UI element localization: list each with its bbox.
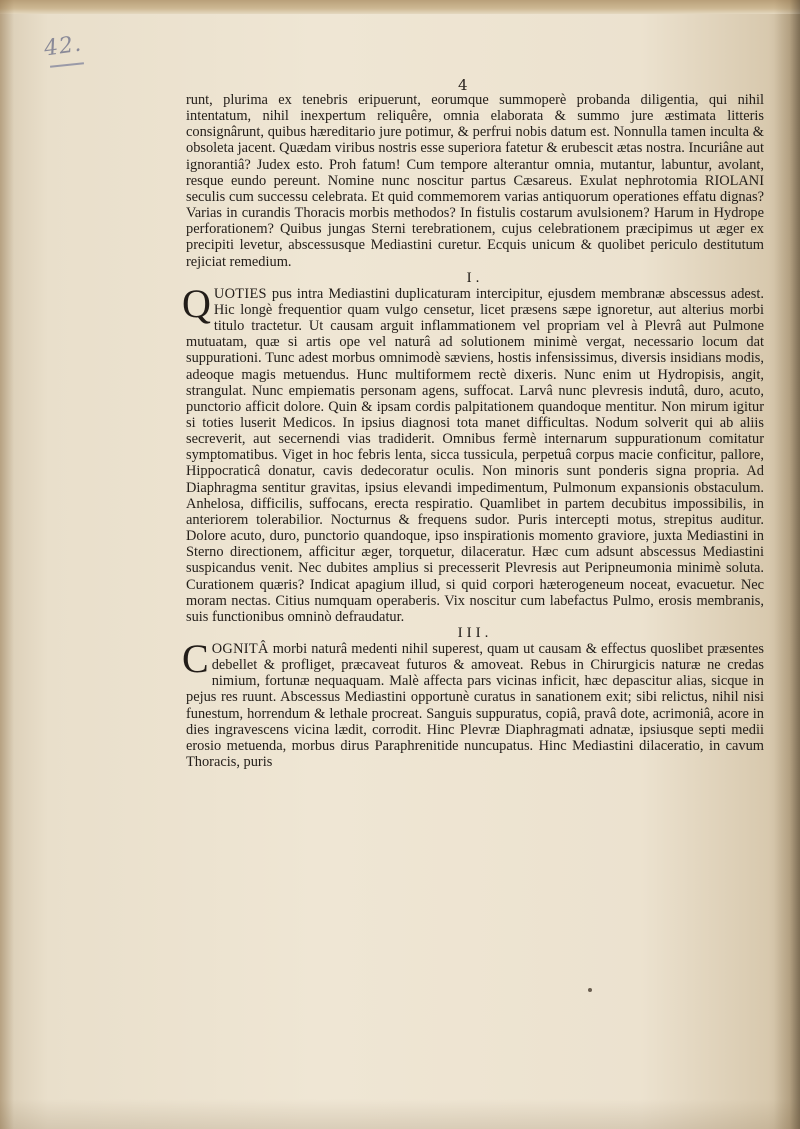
page-bottom-edge [0,1099,800,1129]
page-top-edge [0,0,800,14]
section-3-text: morbi naturâ medenti nihil superest, quam ut causam & effectus quoslibet præsentes debellet & profliget, præcaveat futuros & amoveat. Rebus in Chirurgicis naturæ ne credas nimium, fortunæ nequaquam. Malè affecta pars vicinas inficit, hæc depascitur alias, sicque in pejus res ruunt. Abscessus Mediastini opportunè curatus in sanationem exit; sibi relictus, nihil nisi funestum, horrendum & lethale procreat. Sanguis suppuratus, copiâ, pravâ dote, acrimoniâ, acore in dies ingravescens vicina lædit, corrodit. Hinc Plevræ Diaphragmati adnatæ, ipsiusque septi medii erosio metuenda, morbus dirus Paraphrenitide nuncupatus. Hinc Mediastini dilaceratio, in cavum Thoracis, puris [186,641,764,771]
section-1-lead-word: UOTIES [213,285,267,302]
page-number: 4 [458,76,468,94]
handwritten-underline [50,62,84,68]
page-left-edge [0,0,14,1129]
page-right-edge [774,0,800,1129]
section-3-lead-word: OGNITÂ [211,641,269,657]
dropcap-q: Q [182,280,211,326]
section-1-paragraph [182,280,764,625]
body-text [182,92,764,771]
handwritten-margin-note: 42. [42,31,84,62]
section-heading-1: I. [466,269,484,286]
section-3-paragraph [182,636,764,771]
intro-paragraph: runt, plurima ex tenebris eripuerunt, eorumque summoperè probanda diligentia, qui nihil intentatum, nihil inexpertum reliquêre, omnia elaborata & summo jure æstimata litteris consignârunt, quibus hæreditario jure potimur, & perfrui nobis datum est. Nonnulla tamen inculta & obsoleta jacent. Quædam viribus nostris esse superiora fatetur & erubescit ætas nostra. Incuriâne aut ignorantiâ? Judex esto. Proh fatum! Cum tempore alterantur omnia, mutantur, labuntur, avolant, resque eundo pereunt. Nomine nunc noscitur partus Cæsareus. Exulat nephrotomia RIOLANI seculis cum successu celebrata. Et quid commemorem varias antiquorum operationes effatu dignas? Varias in curandis Thoracis morbis methodos? In fistulis costarum avulsionem? Harum in Hydrope perforationem? Quibus jungas Sterni terebrationem, cujus celebrationem præcipimus ut æger ex precipiti levetur, abscessusque Mediastini curetur. Ecquis unicum & quolibet periculo destitutum rejiciat remedium. [186,92,764,270]
dropcap-c: C [182,636,209,681]
ink-speck [588,988,592,992]
section-heading-3: III. [457,625,493,641]
section-1-text: pus intra Mediastini duplicaturam intercipitur, ejusdem membranæ abscessus adest. Hic longè frequentior quam vulgo censetur, licet præsens sæpe ignoretur, aut alterius morbi titulo tractetur. Ut causam arguit inflammationem vel propriam vel à Plevrâ aut Pulmone mutuatam, quæ si artis ope vel naturâ ad solutionem minimè vergat, necessario locum dat suppurationi. Tunc adest morbus omnimodè sæviens, hostis infensissimus, diversis insidians modis, adeoque magis metuendus. Hunc multiformem rectè dixeris. Nunc enim ut Hydropisis, angit, strangulat. Nunc empiematis personam agens, suffocat. Larvâ nunc plevresis indutâ, duro, acuto, punctorio afficit dolore. Quin & ipsam cordis palpitationem quandoque mentitur. Non mirum igitur si toties luserit Medicos. In ipsius diagnosi tota manet difficultas. Nodum solverit qui ab aliis secreverit, aut secernendi vias tradiderit. Omnibus fermè internarum suppurationum comitatur symptomatibus. Viget in hoc febris lenta, sicca tussicula, perpetuâ corpus macie conficitur, pallore, Hippocraticâ donatur, cavis dedecoratur oculis. Non minoris sunt ponderis signa propria. Ad Diaphragma sentitur gravitas, ipsius elevandi impedimentum, Pulmonum expansionis obstaculum. Anhelosa, difficilis, suffocans, erecta respiratio. Quamlibet in partem decubitus impossibilis, in anteriorem tolerabilior. Nocturnus & frequens sudor. Puris intercepti motus, strepitus auditur. Dolore acuto, duro, punctorio quandoque, ipso inspirationis momento graviore, juxta Mediastini in Sterno directionem, afficitur æger, torquetur, dilaceratur. Hæc cum adsunt abscessus Mediastini suspicandus venit. Nec dubites amplius si precesserit Plevresis aut Peripneumonia minimè soluta. Curationem quæris? Indicat apagium illud, si quid corpori hæterogeneum noceat, evacuetur. Nec moram nectas. Citius numquam operaberis. Vix noscitur cum labefactus Pulmo, erosis membranis, suis functionibus omninò defraudatur. [186,285,764,625]
